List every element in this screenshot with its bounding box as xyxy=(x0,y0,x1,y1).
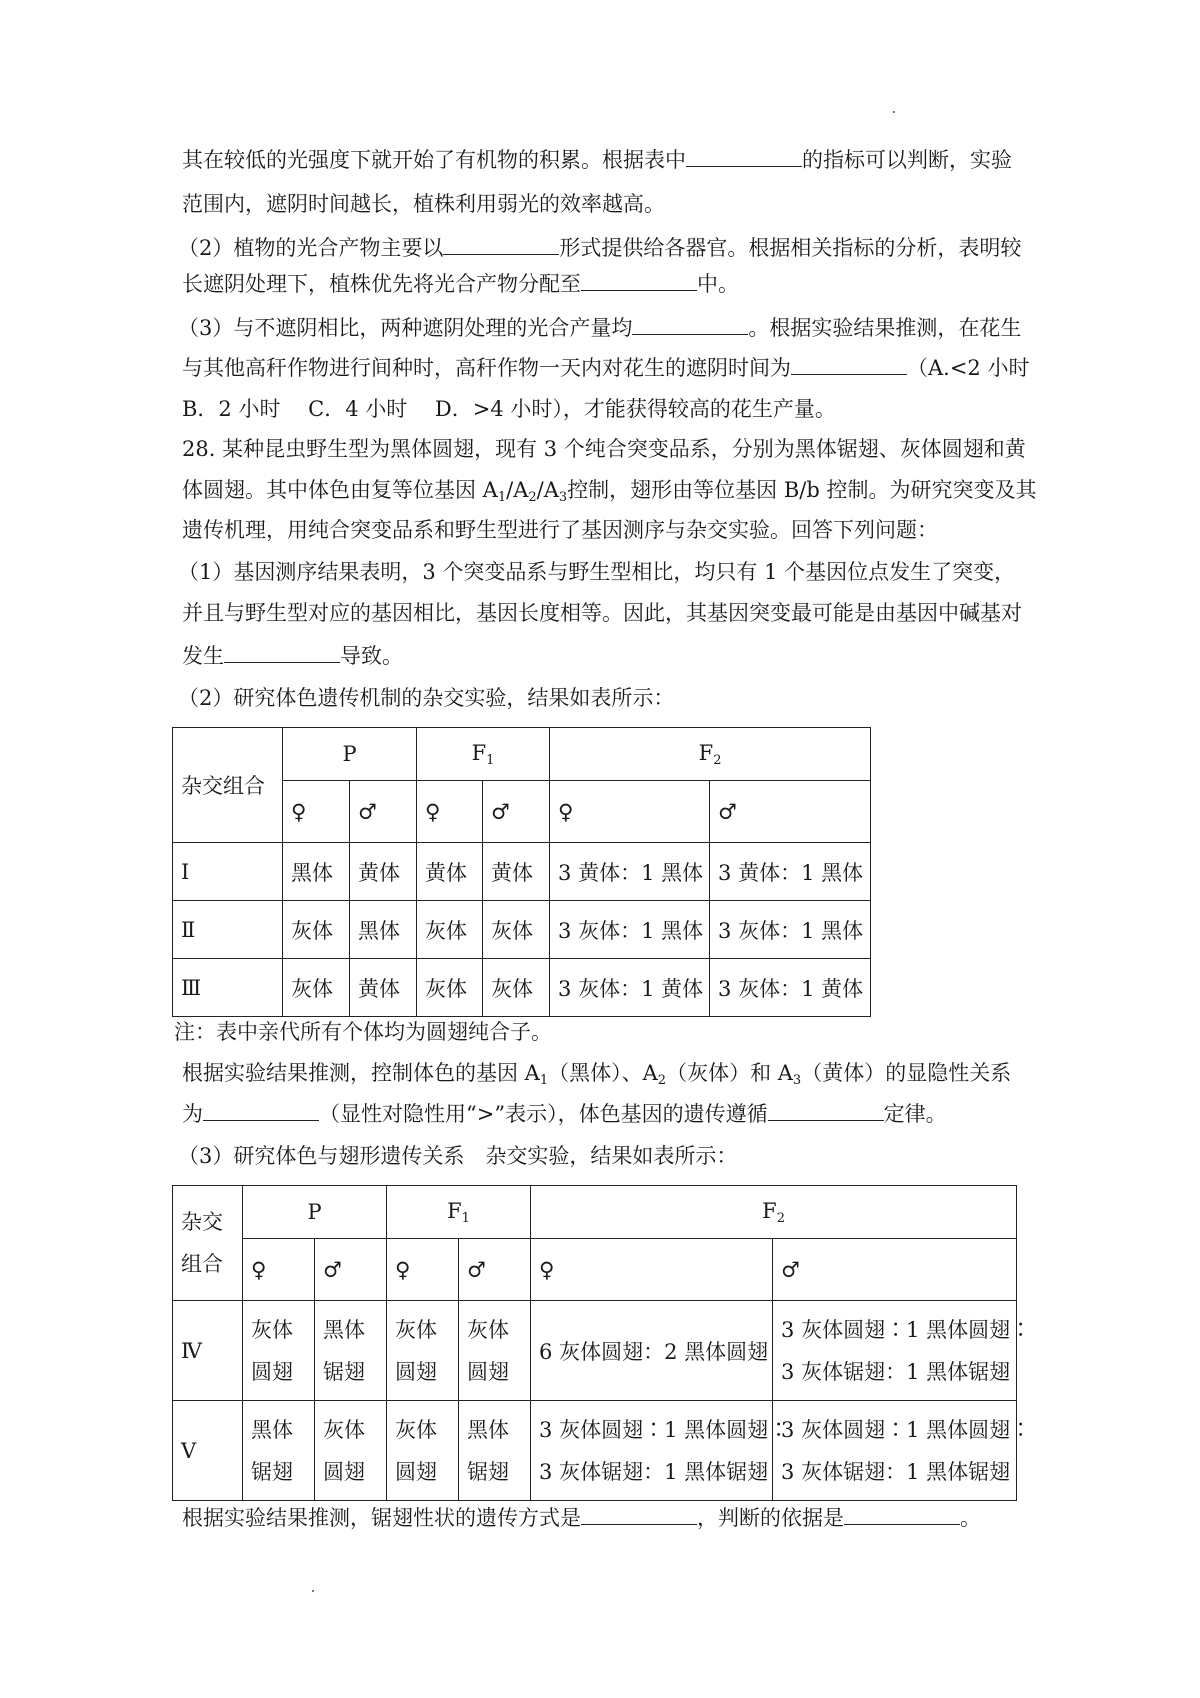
text: （3）研究体色与翅形遗传关系 杂交实验，结果如表所示： xyxy=(178,1144,738,1168)
text: 3 灰体锯翅：1 黑体锯翅 xyxy=(539,1459,769,1484)
text-line xyxy=(182,1502,1030,1534)
header-f2 xyxy=(550,728,871,781)
header-male: ♂ xyxy=(350,781,417,843)
header-male: ♂ xyxy=(710,781,871,843)
text: F xyxy=(471,740,487,765)
header-male: ♂ xyxy=(483,781,550,843)
text: 锯翅 xyxy=(251,1459,293,1484)
text: 并且与野生型对应的基因相比，基因长度相等。因此，其基因突变最可能是由基因中碱基对 xyxy=(182,601,1022,625)
text: 3 灰体圆翅∶1 黑体圆翅∶ xyxy=(781,1417,1032,1442)
header-female: ♀ xyxy=(387,1239,459,1301)
cell-f2-male: 3 黄体：1 黑体 xyxy=(710,843,871,901)
text-line xyxy=(182,1057,1030,1097)
text-line xyxy=(182,597,1030,629)
text: 。 xyxy=(960,1506,981,1530)
scan-dot xyxy=(893,111,895,113)
answer-blank xyxy=(791,352,907,375)
answer-blank xyxy=(581,268,697,291)
cell-f2-male xyxy=(773,1301,1032,1401)
cell-f1-female: 黄体 xyxy=(417,843,483,901)
cell-cross-id: Ⅰ xyxy=(173,843,283,901)
text: 灰体 xyxy=(395,1317,438,1342)
subscript: 1 xyxy=(461,1210,470,1226)
text: 圆翅 xyxy=(395,1459,438,1484)
cell-f1-male xyxy=(459,1401,531,1501)
text: 圆翅 xyxy=(467,1359,510,1384)
cell-f2-male xyxy=(773,1401,1032,1501)
table-row xyxy=(173,959,871,1017)
cell-p-male: 黑体 xyxy=(350,901,417,959)
text: 的指标可以判断，实验 xyxy=(802,148,1012,172)
text: 组合 xyxy=(181,1252,223,1276)
text: 圆翅 xyxy=(395,1359,438,1384)
text-line xyxy=(182,352,1030,384)
text: 遗传机理，用纯合突变品系和野生型进行了基因测序与杂交实验。回答下列问题： xyxy=(182,518,938,542)
header-f1 xyxy=(387,1186,531,1239)
text: 与其他高秆作物进行间种时，高秆作物一天内对花生的遮阴时间为 xyxy=(182,356,791,380)
text: 根据实验结果推测，锯翅性状的遗传方式是 xyxy=(182,1506,581,1530)
text: （2）植物的光合产物主要以 xyxy=(178,236,444,260)
cell-p-male xyxy=(315,1301,387,1401)
answer-blank xyxy=(203,1098,319,1121)
answer-blank xyxy=(632,312,748,335)
text: 控制，翅形由等位基因 B/b 控制。为研究突变及其 xyxy=(567,478,1037,502)
text: （显性对隐性用“>”表示），体色基因的遗传遵循 xyxy=(319,1102,768,1126)
subscript: 1 xyxy=(486,752,495,768)
header-f1 xyxy=(417,728,550,781)
text: 6 灰体圆翅：2 黑体圆翅 xyxy=(539,1339,769,1364)
text: 注：表中亲代所有个体均为圆翅纯合子。 xyxy=(174,1020,552,1044)
header-p: P xyxy=(283,728,417,781)
header-female: ♀ xyxy=(417,781,483,843)
question-28-intro xyxy=(182,433,1030,465)
text: B．2 小时 C．4 小时 D．>4 小时），才能获得较高的花生产量。 xyxy=(182,397,836,421)
text-line xyxy=(182,144,1030,176)
text: （1）基因测序结果表明，3 个突变品系与野生型相比，均只有 1 个基因位点发生了突变， xyxy=(178,560,1016,584)
text: 灰体 xyxy=(323,1417,365,1442)
text: 锯翅 xyxy=(323,1359,365,1384)
subscript: 1 xyxy=(539,1073,549,1088)
text: （A.<2 小时 xyxy=(907,356,1030,380)
cell-p-female: 灰体 xyxy=(283,901,350,959)
header-female: ♀ xyxy=(243,1239,315,1301)
text: ，判断的依据是 xyxy=(697,1506,844,1530)
text: 根据实验结果推测，控制体色的基因 A xyxy=(182,1061,540,1085)
header-cross-group xyxy=(173,1186,243,1301)
text: 黑体 xyxy=(467,1417,510,1442)
text: （2）研究体色遗传机制的杂交实验，结果如表所示： xyxy=(178,686,675,710)
text: （黄体）的显隐性关系 xyxy=(801,1061,1012,1085)
cell-f1-male: 灰体 xyxy=(483,959,550,1017)
table-row xyxy=(173,843,871,901)
text-line xyxy=(182,1098,1030,1130)
text: 中。 xyxy=(697,272,739,296)
text-line xyxy=(178,556,1026,588)
text-line xyxy=(182,188,1030,220)
subscript: 2 xyxy=(713,752,722,768)
table-row xyxy=(173,1301,1017,1401)
text: 长遮阴处理下，植株优先将光合产物分配至 xyxy=(182,272,581,296)
text: 圆翅 xyxy=(251,1359,293,1384)
cell-f2-female: 3 灰体：1 黑体 xyxy=(550,901,710,959)
text-line xyxy=(178,312,1026,344)
text: F xyxy=(762,1198,777,1223)
text: 灰体 xyxy=(251,1317,293,1342)
cell-cross-id: Ⅱ xyxy=(173,901,283,959)
text-line xyxy=(182,514,1030,546)
text: 形式提供给各器官。根据相关指标的分析，表明较 xyxy=(559,236,1022,260)
header-male: ♂ xyxy=(315,1239,387,1301)
cell-f2-male: 3 灰体：1 黑体 xyxy=(710,901,871,959)
table-note xyxy=(174,1016,1022,1048)
text: （灰体）和 A xyxy=(666,1061,793,1085)
text: 28. 某种昆虫野生型为黑体圆翅，现有 3 个纯合突变品系，分别为黑体锯翅、灰体圆翅和黄 xyxy=(182,437,1026,461)
cell-f1-female xyxy=(387,1401,459,1501)
text-line xyxy=(182,474,1037,514)
text: 3 灰体圆翅∶1 黑体圆翅∶ xyxy=(781,1317,1032,1342)
subscript: 2 xyxy=(528,490,537,505)
text: 黑体 xyxy=(251,1417,293,1442)
text: 导致。 xyxy=(340,644,403,668)
cell-p-female xyxy=(243,1401,315,1501)
text: 体圆翅。其中体色由复等位基因 A xyxy=(182,478,498,502)
subscript: 1 xyxy=(497,490,507,505)
text: 其在较低的光强度下就开始了有机物的积累。根据表中 xyxy=(182,148,686,172)
cell-f1-female xyxy=(387,1301,459,1401)
cell-f2-female xyxy=(531,1401,790,1501)
text: 灰体 xyxy=(395,1417,438,1442)
text-line xyxy=(182,268,1030,300)
text: 灰体 xyxy=(467,1317,510,1342)
text: 发生 xyxy=(182,644,224,668)
text: 。根据实验结果推测，在花生 xyxy=(748,316,1022,340)
text: 为 xyxy=(182,1102,203,1126)
header-male: ♂ xyxy=(459,1239,531,1301)
cell-f2-female: 3 黄体：1 黑体 xyxy=(550,843,710,901)
header-female: ♀ xyxy=(283,781,350,843)
header-female: ♀ xyxy=(550,781,710,843)
subscript: 2 xyxy=(657,1073,667,1088)
cell-p-male: 黄体 xyxy=(350,843,417,901)
cell-f1-female: 灰体 xyxy=(417,901,483,959)
text: 黑体 xyxy=(323,1317,365,1342)
cell-f1-male: 黄体 xyxy=(483,843,550,901)
text: 圆翅 xyxy=(323,1459,365,1484)
cell-f2-female: 3 灰体：1 黄体 xyxy=(550,959,710,1017)
text-line xyxy=(178,232,1026,264)
text: F xyxy=(698,740,714,765)
text-line xyxy=(178,1140,1026,1172)
cell-p-male: 黄体 xyxy=(350,959,417,1017)
text: （3）与不遮阴相比，两种遮阴处理的光合产量均 xyxy=(178,316,633,340)
cross-table-body-wing xyxy=(172,1185,1032,1501)
answer-blank xyxy=(768,1098,884,1121)
text: 3 灰体锯翅：1 黑体锯翅 xyxy=(781,1359,1011,1384)
cross-table-body-color xyxy=(172,727,871,1017)
header-female: ♀ xyxy=(531,1239,773,1301)
cell-f1-female: 灰体 xyxy=(417,959,483,1017)
cell-p-female xyxy=(243,1301,315,1401)
subscript: 3 xyxy=(558,490,568,505)
header-p: P xyxy=(243,1186,387,1239)
cell-cross-id: Ⅳ xyxy=(173,1301,243,1401)
answer-blank xyxy=(224,640,340,663)
table-row xyxy=(173,901,871,959)
text: 范围内，遮阴时间越长，植株利用弱光的效率越高。 xyxy=(182,192,665,216)
header-cross-group: 杂交组合 xyxy=(173,728,283,843)
subscript: 3 xyxy=(792,1073,802,1088)
text: F xyxy=(447,1198,462,1223)
answer-blank xyxy=(443,232,559,255)
answer-blank xyxy=(686,144,802,167)
text: /A xyxy=(506,478,529,502)
cell-p-male xyxy=(315,1401,387,1501)
cell-f1-male: 灰体 xyxy=(483,901,550,959)
cell-cross-id: Ⅲ xyxy=(173,959,283,1017)
text: 定律。 xyxy=(883,1102,947,1126)
table-row xyxy=(173,1401,1017,1501)
cell-f2-female xyxy=(531,1301,773,1401)
answer-blank xyxy=(581,1502,697,1525)
text: 杂交 xyxy=(181,1210,223,1234)
subscript: 2 xyxy=(776,1210,785,1226)
text: 3 灰体锯翅：1 黑体锯翅 xyxy=(781,1459,1011,1484)
scan-dot xyxy=(312,1590,314,1592)
cell-p-female: 灰体 xyxy=(283,959,350,1017)
cell-cross-id: Ⅴ xyxy=(173,1401,243,1501)
header-male: ♂ xyxy=(773,1239,1017,1301)
answer-blank xyxy=(844,1502,960,1525)
cell-f2-male: 3 灰体：1 黄体 xyxy=(710,959,871,1017)
text: 锯翅 xyxy=(467,1459,510,1484)
cell-f1-male xyxy=(459,1301,531,1401)
text-line xyxy=(182,393,1030,425)
cell-p-female: 黑体 xyxy=(283,843,350,901)
text: 3 灰体圆翅∶1 黑体圆翅∶ xyxy=(539,1417,790,1442)
text: （黑体）、A xyxy=(548,1061,658,1085)
text-line xyxy=(178,682,1026,714)
text: /A xyxy=(536,478,559,502)
header-f2 xyxy=(531,1186,1017,1239)
text-line xyxy=(182,640,1030,672)
